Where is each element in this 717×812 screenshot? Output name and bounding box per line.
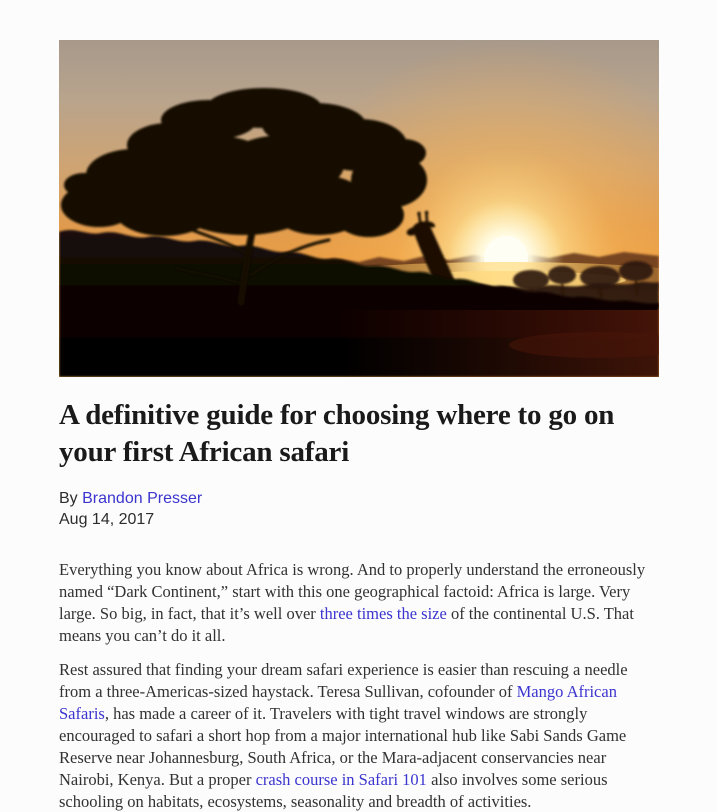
hero-image [59, 40, 659, 377]
safari-sunset-illustration [59, 40, 659, 377]
inline-link[interactable]: three times the size [319, 604, 447, 623]
paragraph-text: Rest assured that finding your dream safari experience is easier than rescuing a needle from a three-Americas-sized haystack. Teresa Sullivan, cofounder of [59, 660, 628, 701]
paragraph-text: of the continental U.S. That means you can’t do it all. [59, 604, 634, 645]
article-paragraph [59, 559, 659, 647]
paragraph-text: , has made a career of it. Travelers with tight travel windows are strongly encouraged to safari a short hop from a major international hub like Sabi Sands Game Reserve near Johannesburg, South Africa, or the Mara-adjacent conservancies near Nairobi, Kenya. But a proper [59, 704, 627, 789]
paragraph-text: also involves some serious schooling on habitats, ecosystems, seasonality and breadth of activities. [59, 770, 608, 811]
article-title: A definitive guide for choosing where to go on your first African safari [59, 399, 615, 468]
inline-link[interactable]: crash course in Safari 101 [255, 770, 427, 789]
byline [59, 488, 659, 509]
article-paragraph [59, 659, 659, 812]
article-content [59, 0, 659, 812]
paragraph-text: Everything you know about Africa is wrong. And to properly understand the erroneously named “Dark Continent,” start with this one geographical factoid: Africa is large. Very large. So big, in fact, that it’s well over [59, 560, 646, 623]
byline-prefix: By [59, 490, 83, 507]
article-body [59, 559, 659, 812]
author-link[interactable]: Brandon Presser [82, 490, 203, 507]
inline-link[interactable]: Mango African Safaris [59, 682, 617, 723]
article-date: Aug 14, 2017 [59, 511, 155, 528]
